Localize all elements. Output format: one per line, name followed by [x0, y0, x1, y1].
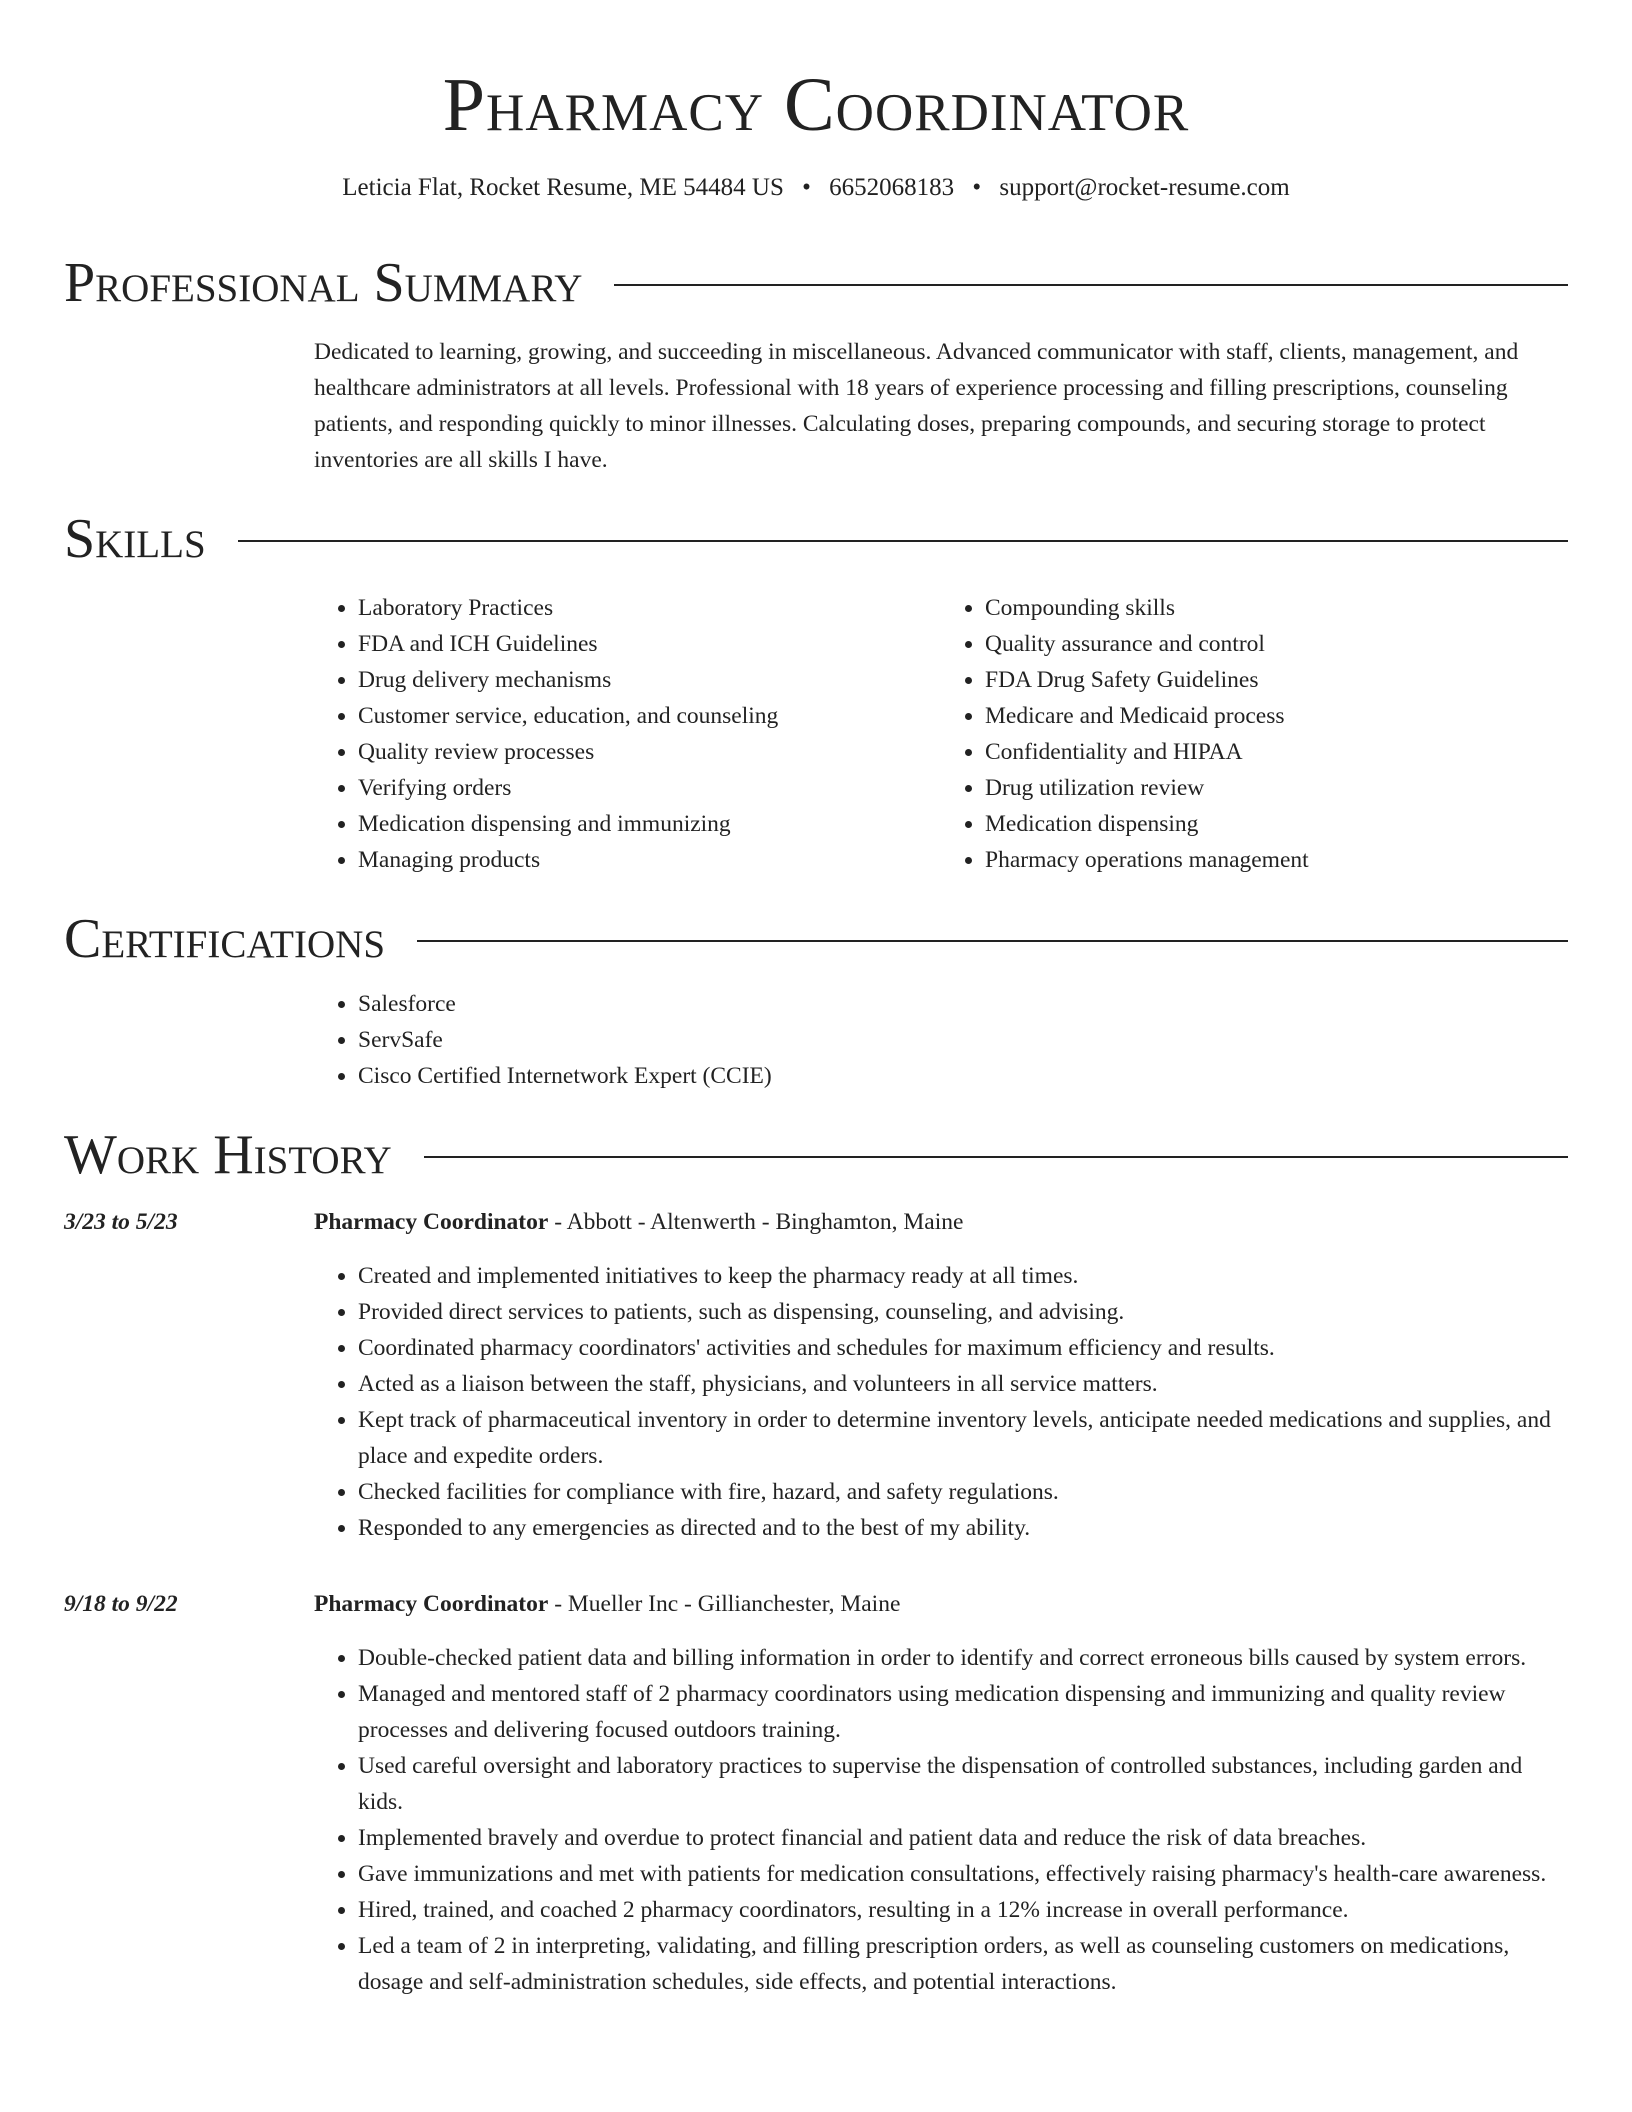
- summary-text: Dedicated to learning, growing, and succeeding in miscellaneous. Advanced communicator with staff, clients, management, and healthcare administrators at all levels. Professional with 18 years of experience processing and filling prescriptions, counseling patients, and responding quickly to minor illnesses. Calculating doses, preparing compounds, and securing storage to protect inventories are all skills I have.: [314, 339, 1519, 473]
- job-details: [314, 1204, 1568, 1546]
- certifications-list: [314, 986, 1568, 1094]
- job-details: [314, 1586, 1568, 2000]
- job-bullet: • Acted as a liaison between the staff, physicians, and volunteers in all service matters.: [358, 1366, 1568, 1402]
- job-bullet: • Gave immunizations and met with patients for medication consultations, effectively raising pharmacy's health-care awareness.: [358, 1856, 1568, 1892]
- skill-item: • Customer service, education, and counseling: [358, 698, 941, 734]
- job-bullet: • Managed and mentored staff of 2 pharmacy coordinators using medication dispensing and immunizing and quality review processes and delivering focused outdoors training.: [358, 1676, 1568, 1748]
- contact-phone: 6652068183: [829, 174, 955, 201]
- skills-grid: [314, 590, 1568, 878]
- job-bullet: • Coordinated pharmacy coordinators' activities and schedules for maximum efficiency and results.: [358, 1330, 1568, 1366]
- job-dates: 9/18 to 9/22: [64, 1591, 178, 1617]
- skills-title: Skills: [64, 508, 206, 570]
- job-heading: [314, 1204, 1568, 1240]
- skills-section: [64, 504, 1568, 878]
- skill-item: • Quality assurance and control: [985, 626, 1568, 662]
- job-bullet: • Implemented bravely and overdue to protect financial and patient data and reduce the risk of data breaches.: [358, 1820, 1568, 1856]
- job-bullet: • Responded to any emergencies as directed and to the best of my ability.: [358, 1510, 1568, 1546]
- job-bullet: • Provided direct services to patients, such as dispensing, counseling, and advising.: [358, 1294, 1568, 1330]
- skill-item: • FDA Drug Safety Guidelines: [985, 662, 1568, 698]
- section-divider: [238, 540, 1568, 542]
- job-bullet: • Created and implemented initiatives to keep the pharmacy ready at all times.: [358, 1258, 1568, 1294]
- certifications-title: Certifications: [64, 908, 386, 970]
- job-title: Pharmacy Coordinator: [314, 1591, 549, 1617]
- certifications-section: [64, 904, 1568, 1094]
- section-divider: [614, 284, 1568, 286]
- contact-line: [64, 170, 1568, 206]
- job-company: - Abbott - Altenwerth - Binghamton, Maine: [548, 1209, 964, 1235]
- summary-header: [64, 248, 1568, 318]
- certification-item: • Cisco Certified Internetwork Expert (CCIE): [358, 1058, 1568, 1094]
- certifications-body: [314, 986, 1568, 1094]
- skill-item: • Confidentiality and HIPAA: [985, 734, 1568, 770]
- skill-item: • Pharmacy operations management: [985, 842, 1568, 878]
- job-bullet: • Checked facilities for compliance with fire, hazard, and safety regulations.: [358, 1474, 1568, 1510]
- work-history-section: [64, 1120, 1568, 2000]
- section-divider: [417, 940, 1568, 942]
- job-title: Pharmacy Coordinator: [314, 1209, 549, 1235]
- skill-item: • Managing products: [358, 842, 941, 878]
- summary-section: [64, 248, 1568, 478]
- section-divider: [424, 1156, 1568, 1158]
- work-history-title: Work History: [64, 1124, 392, 1186]
- job-dates: 3/23 to 5/23: [64, 1209, 178, 1235]
- skill-item: • Verifying orders: [358, 770, 941, 806]
- skill-item: • Drug delivery mechanisms: [358, 662, 941, 698]
- job-bullet: • Kept track of pharmaceutical inventory in order to determine inventory levels, anticipate needed medications and supplies, and place and expedite orders.: [358, 1402, 1568, 1474]
- certification-item: • ServSafe: [358, 1022, 1568, 1058]
- skill-item: • Drug utilization review: [985, 770, 1568, 806]
- skill-item: • Medication dispensing: [985, 806, 1568, 842]
- job-bullet: • Double-checked patient data and billing information in order to identify and correct erroneous bills caused by system errors.: [358, 1640, 1568, 1676]
- contact-email: support@rocket-resume.com: [999, 174, 1290, 201]
- skill-item: • Medication dispensing and immunizing: [358, 806, 941, 842]
- summary-body: [314, 334, 1568, 478]
- job-heading: [314, 1586, 1568, 1622]
- skill-item: • Compounding skills: [985, 590, 1568, 626]
- skills-body: [314, 590, 1568, 878]
- skill-item: • Medicare and Medicaid process: [985, 698, 1568, 734]
- resume-name: Pharmacy Coordinator: [442, 63, 1190, 147]
- job-bullets: [314, 1258, 1568, 1546]
- skill-item: • FDA and ICH Guidelines: [358, 626, 941, 662]
- job-bullet: • Used careful oversight and laboratory practices to supervise the dispensation of controlled substances, including garden and kids.: [358, 1748, 1568, 1820]
- job-bullet: • Hired, trained, and coached 2 pharmacy coordinators, resulting in a 12% increase in overall performance.: [358, 1892, 1568, 1928]
- skills-list-right: [941, 590, 1568, 878]
- skills-header: [64, 504, 1568, 574]
- job-entry: [64, 1586, 1568, 2000]
- work-history-header: [64, 1120, 1568, 1190]
- job-bullet: • Led a team of 2 in interpreting, validating, and filling prescription orders, as well as counseling customers on medications, dosage and self-administration schedules, side effects, and potential interactions.: [358, 1928, 1568, 2000]
- job-entry: [64, 1204, 1568, 1546]
- skills-list-left: [314, 590, 941, 878]
- contact-address: Leticia Flat, Rocket Resume, ME 54484 US: [342, 174, 784, 201]
- contact-separator: •: [972, 174, 982, 201]
- certifications-header: [64, 904, 1568, 974]
- skill-item: • Quality review processes: [358, 734, 941, 770]
- job-bullets: [314, 1640, 1568, 2000]
- skill-item: • Laboratory Practices: [358, 590, 941, 626]
- summary-title: Professional Summary: [64, 252, 583, 314]
- certification-item: • Salesforce: [358, 986, 1568, 1022]
- contact-separator: •: [802, 174, 811, 201]
- job-company: - Mueller Inc - Gillianchester, Maine: [548, 1591, 901, 1617]
